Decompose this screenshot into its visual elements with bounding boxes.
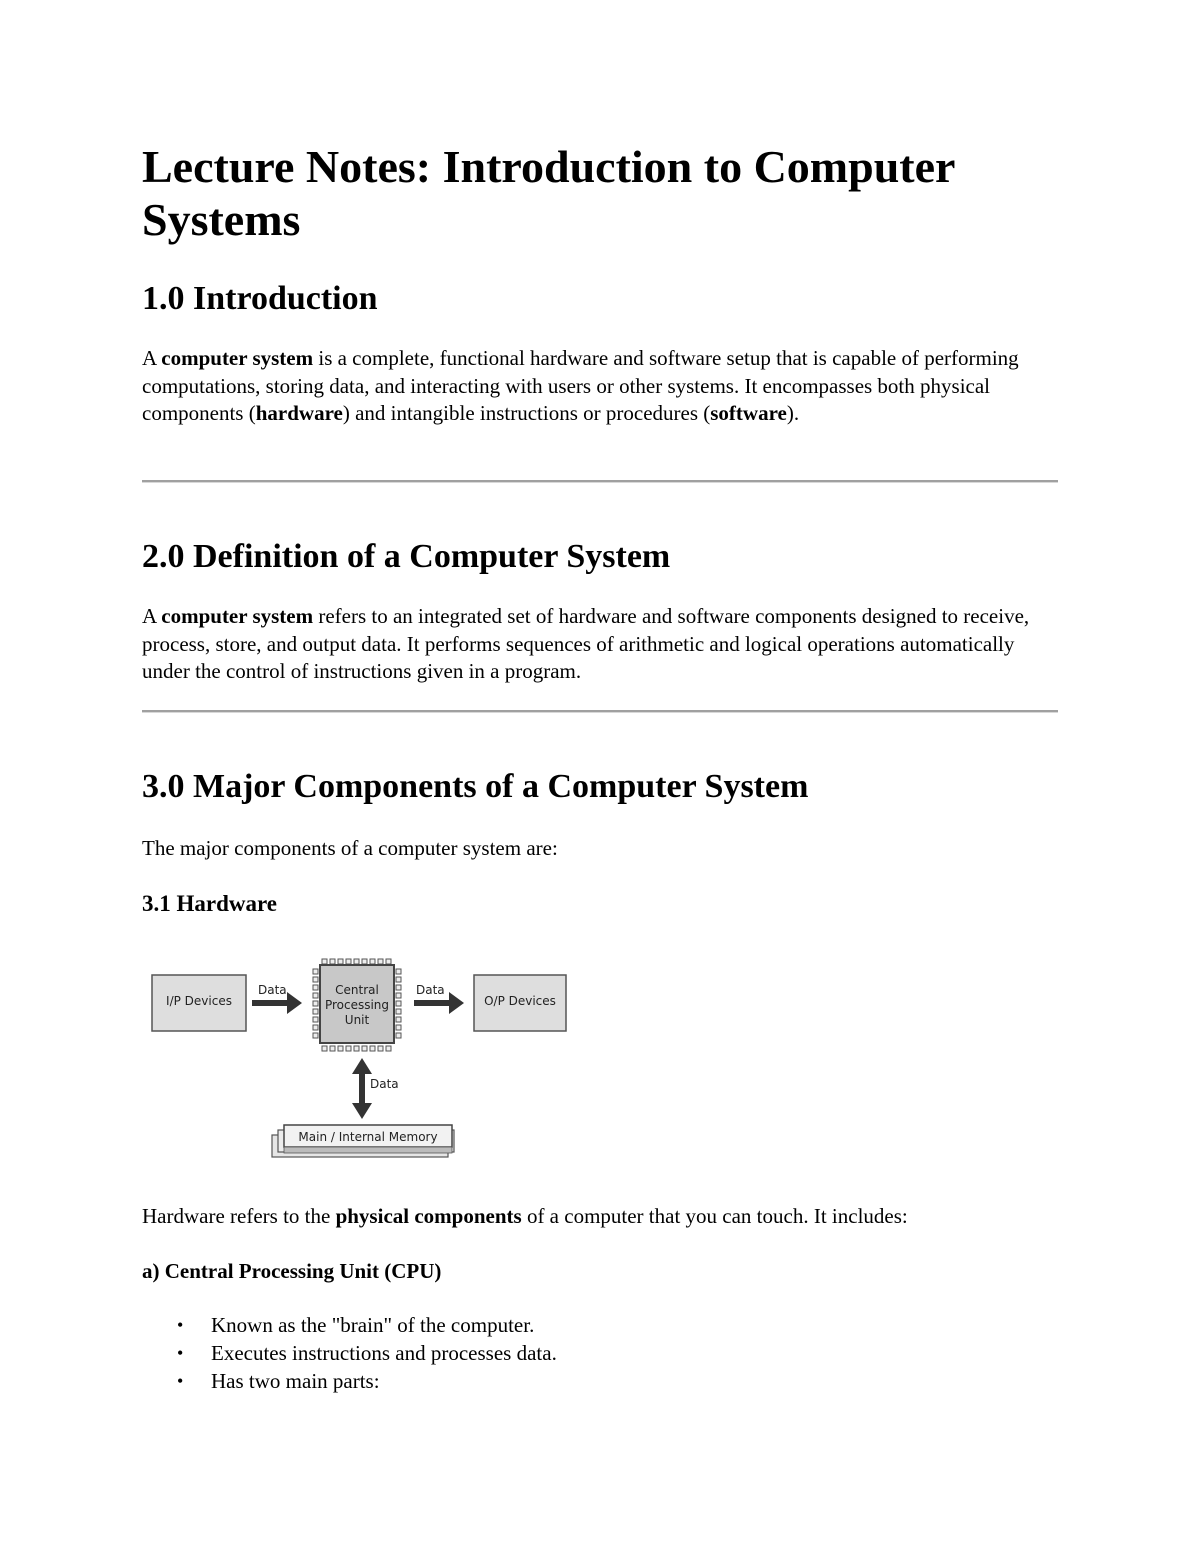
- list-item-text: Executes instructions and processes data.: [211, 1341, 557, 1365]
- data-label-right: Data: [416, 983, 445, 997]
- text: Hardware refers to the: [142, 1204, 336, 1228]
- diagram-svg: [142, 950, 582, 1165]
- hardware-block-diagram: [142, 950, 582, 1165]
- text: ).: [786, 401, 800, 425]
- input-to-cpu-arrow: [252, 983, 302, 1014]
- document-title: Lecture Notes: Introduction to Computer Systems: [142, 141, 955, 245]
- list-item: [142, 1339, 1042, 1367]
- cpu-chip: [313, 959, 401, 1051]
- list-item: [142, 1311, 1042, 1339]
- bold-term: software: [710, 401, 787, 425]
- cpu-heading: a) Central Processing Unit (CPU): [142, 1259, 442, 1283]
- cpu-memory-arrow: [352, 1058, 399, 1119]
- cpu-label-line3: Unit: [344, 1013, 370, 1027]
- input-devices-label: I/P Devices: [166, 994, 232, 1008]
- bold-term: hardware: [255, 401, 343, 425]
- cpu-label-line2: Processing: [324, 998, 390, 1012]
- text: ) and intangible instructions or procedures (: [342, 401, 711, 425]
- main-memory-label: Main / Internal Memory: [298, 1130, 438, 1144]
- definition-paragraph: [142, 603, 1060, 686]
- text: is a complete, functional hardware and software setup that is capable of performing computations, storing data, and interacting with users or other systems. It encompasses both physical components (: [142, 346, 1019, 425]
- section-heading-introduction: 1.0 Introduction: [142, 280, 378, 317]
- components-intro-text: The major components of a computer system are:: [142, 836, 558, 860]
- bold-term: computer system: [161, 346, 314, 370]
- output-devices-box: [474, 975, 566, 1031]
- hardware-paragraph: [142, 1203, 1060, 1231]
- subsection-heading-hardware: 3.1 Hardware: [142, 891, 278, 916]
- section-heading-major-components: 3.0 Major Components of a Computer System: [142, 768, 809, 805]
- cpu-label-line1: Central: [335, 983, 379, 997]
- text: of a computer that you can touch. It includes:: [521, 1204, 908, 1228]
- bullet-glyph: •: [177, 1315, 184, 1335]
- list-item-text: Known as the "brain" of the computer.: [211, 1313, 535, 1337]
- bullet-glyph: •: [177, 1343, 184, 1363]
- bold-term: physical components: [335, 1204, 522, 1228]
- data-label-down: Data: [370, 1077, 399, 1091]
- list-item-text: Has two main parts:: [211, 1369, 380, 1393]
- bold-term: computer system: [161, 604, 314, 628]
- main-memory-module: [272, 1125, 454, 1157]
- list-item: [142, 1367, 1042, 1395]
- section-heading-definition: 2.0 Definition of a Computer System: [142, 538, 671, 575]
- output-devices-label: O/P Devices: [484, 994, 556, 1008]
- horizontal-rule: [142, 480, 1058, 483]
- introduction-paragraph: [142, 345, 1060, 428]
- input-devices-box: [152, 975, 246, 1031]
- data-label-left: Data: [258, 983, 287, 997]
- horizontal-rule: [142, 710, 1058, 713]
- text: A: [142, 604, 162, 628]
- bullet-glyph: •: [177, 1371, 184, 1391]
- text: A: [142, 346, 162, 370]
- cpu-bullet-list: [142, 1311, 1042, 1395]
- cpu-to-output-arrow: [414, 983, 464, 1014]
- text: refers to an integrated set of hardware and software components designed to receive, process, store, and output data. It performs sequences of arithmetic and logical operations automatically under the control of instructions given in a program.: [142, 604, 1030, 683]
